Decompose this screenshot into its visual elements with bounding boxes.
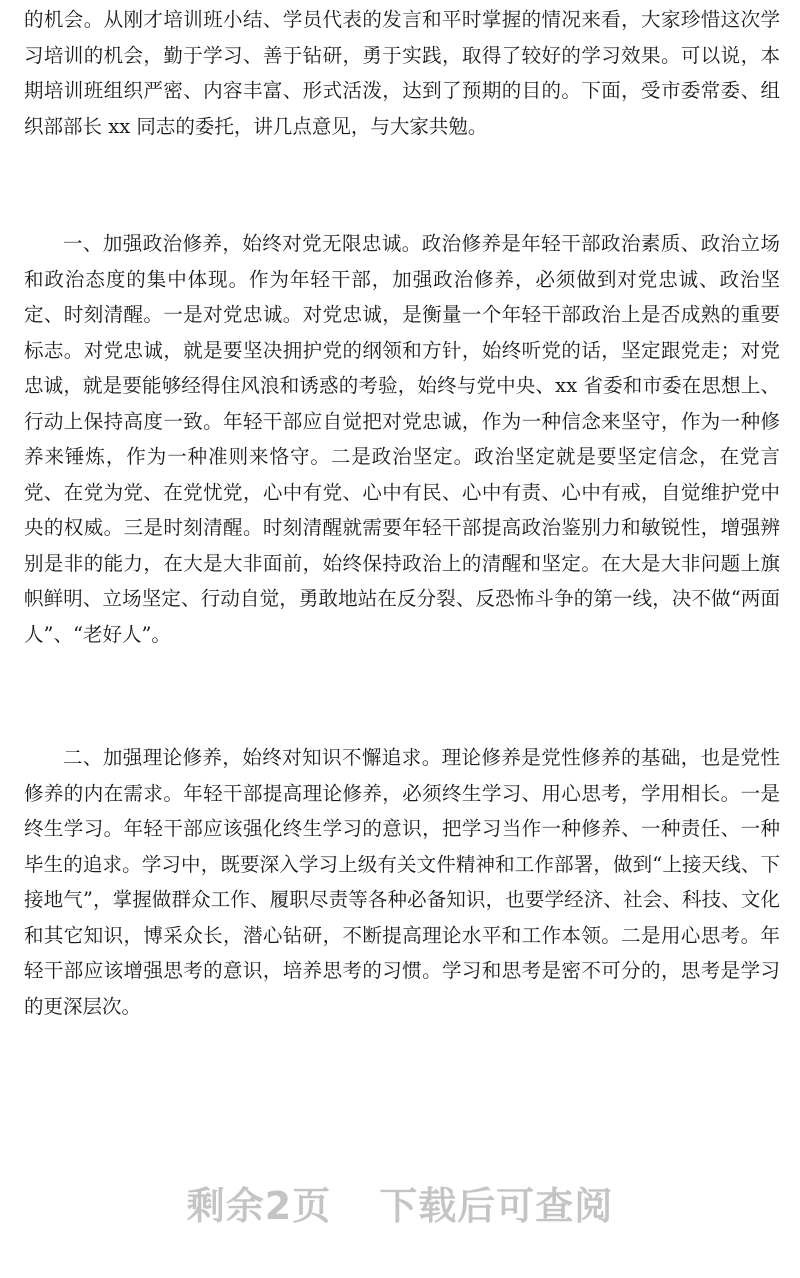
paragraph-theory-cultivation: 二、加强理论修养，始终对知识不懈追求。理论修养是党性修养的基础，也是党性修养的内在需求。年轻干部提高理论修养，必须终生学习、用心思考，学用相长。一是终生学习。年轻干部应该强化终生学习的意识，把学习当作一种修养、一种责任、一种毕生的追求。学习中，既要深入学习上级有关文件精神和工作部署，做到“上接天线、下接地气”，掌握做群众工作、履职尽责等各种必备知识，也要学经济、社会、科技、文化和其它知识，博采众长，潜心钻研，不断提高理论水平和工作本领。二是用心思考。年轻干部应该增强思考的意识，培养思考的习惯。学习和思考是密不可分的，思考是学习的更深层次。: [24, 746, 780, 1018]
paragraph-intro: 的机会。从刚才培训班小结、学员代表的发言和平时掌握的情况来看，大家珍惜这次学习培训的机会，勤于学习、善于钻研，勇于实践，取得了较好的学习效果。可以说，本期培训班组织严密、内容丰富、形式活泼，达到了预期的目的。下面，受市委常委、组织部部长 xx 同志的委托，讲几点意见，与大家共勉。: [24, 8, 780, 138]
download-to-view-label[interactable]: 下载后可查阅: [379, 1183, 614, 1228]
download-banner[interactable]: [0, 1172, 800, 1232]
remaining-pages-label[interactable]: 剩余2页: [186, 1183, 332, 1228]
paragraph-political-cultivation: 一、加强政治修养，始终对党无限忠诚。政治修养是年轻干部政治素质、政治立场和政治态度的集中体现。作为年轻干部，加强政治修养，必须做到对党忠诚、政治坚定、时刻清醒。一是对党忠诚。对党忠诚，是衡量一个年轻干部政治上是否成熟的重要标志。对党忠诚，就是要坚决拥护党的纲领和方针，始终听党的话，坚定跟党走；对党忠诚，就是要能够经得住风浪和诱惑的考验，始终与党中央、xx 省委和市委在思想上、行动上保持高度一致。年轻干部应自觉把对党忠诚，作为一种信念来坚守，作为一种修养来锤炼，作为一种准则来恪守。二是政治坚定。政治坚定就是要坚定信念，在党言党、在党为党、在党忧党，心中有党、心中有民、心中有责、心中有戒，自觉维护党中央的权威。三是时刻清醒。时刻清醒就需要年轻干部提高政治鉴别力和敏锐性，增强辨别是非的能力，在大是大非面前，始终保持政治上的清醒和坚定。在大是大非问题上旗帜鲜明、立场坚定、行动自觉，勇敢地站在反分裂、反恐怖斗争的第一线，决不做“两面人”、“老好人”。: [24, 232, 780, 646]
